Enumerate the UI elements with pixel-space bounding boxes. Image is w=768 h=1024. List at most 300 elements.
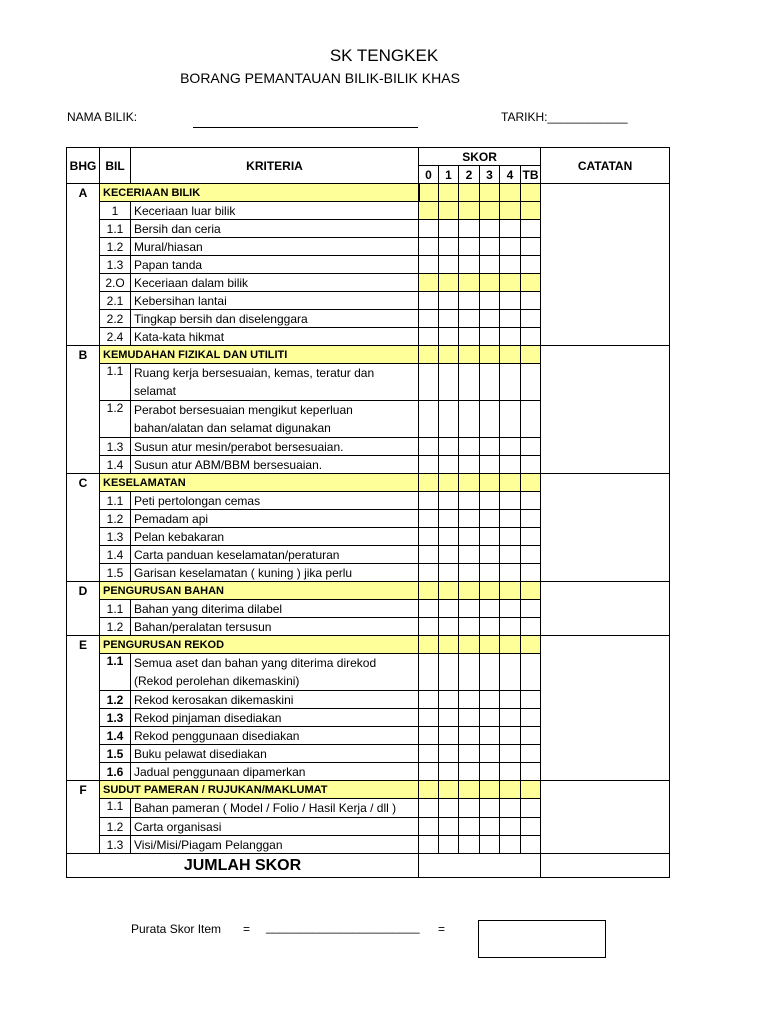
score-cell[interactable]: [439, 691, 459, 709]
score-cell[interactable]: [480, 836, 500, 854]
score-cell[interactable]: [521, 202, 541, 220]
criteria-number: 1.2: [100, 401, 131, 438]
score-cell[interactable]: [521, 364, 541, 401]
criteria-number: 1.1: [100, 220, 131, 238]
section-letter: D: [67, 582, 100, 636]
score-cell[interactable]: [439, 256, 459, 274]
score-cell[interactable]: [521, 456, 541, 474]
score-cell[interactable]: [459, 292, 480, 310]
criteria-text: Rekod penggunaan disediakan: [131, 727, 419, 745]
criteria-number: 1.1: [100, 799, 131, 818]
score-cell: [459, 346, 480, 364]
score-cell[interactable]: [419, 763, 439, 781]
score-cell[interactable]: [439, 438, 459, 456]
score-cell: [521, 346, 541, 364]
score-cell[interactable]: [419, 292, 439, 310]
score-cell: [521, 184, 541, 202]
score-cell: [439, 582, 459, 600]
criteria-text: Bahan yang diterima dilabel: [131, 600, 419, 618]
score-cell[interactable]: [480, 654, 500, 691]
score-cell: [521, 781, 541, 799]
col-kriteria-header: KRITERIA: [131, 148, 419, 184]
score-cell[interactable]: [500, 401, 521, 438]
score-cell: [500, 781, 521, 799]
criteria-number: 1.3: [100, 528, 131, 546]
score-cell[interactable]: [419, 274, 439, 292]
score-cell: [419, 346, 439, 364]
score-cell[interactable]: [480, 727, 500, 745]
score-cell[interactable]: [439, 401, 459, 438]
score-cell[interactable]: [419, 238, 439, 256]
score-cell[interactable]: [500, 600, 521, 618]
score-cell[interactable]: [459, 438, 480, 456]
score-cell[interactable]: [500, 564, 521, 582]
purata-blank-line[interactable]: _______________________: [266, 920, 420, 934]
result-box[interactable]: [478, 920, 606, 958]
criteria-text: Buku pelawat disediakan: [131, 745, 419, 763]
score-cell[interactable]: [500, 202, 521, 220]
score-cell[interactable]: [459, 510, 480, 528]
score-cell[interactable]: [521, 310, 541, 328]
score-cell[interactable]: [521, 328, 541, 346]
score-cell[interactable]: [500, 618, 521, 636]
criteria-text: Carta panduan keselamatan/peraturan: [131, 546, 419, 564]
score-cell[interactable]: [500, 364, 521, 401]
criteria-number: 1.4: [100, 456, 131, 474]
jumlah-skor-label: JUMLAH SKOR: [67, 854, 419, 878]
section-letter: F: [67, 781, 100, 854]
criteria-number: 1.4: [100, 727, 131, 745]
score-cell[interactable]: [439, 564, 459, 582]
score-cell[interactable]: [439, 818, 459, 836]
score-cell[interactable]: [480, 292, 500, 310]
score-cell[interactable]: [521, 799, 541, 818]
criteria-number: 1.1: [100, 600, 131, 618]
section-title: KESELAMATAN: [100, 474, 419, 492]
col-bil-header: BIL: [100, 148, 131, 184]
criteria-text: Pelan kebakaran: [131, 528, 419, 546]
catatan-cell[interactable]: [541, 636, 670, 781]
score-cell: [500, 582, 521, 600]
score-cell[interactable]: [459, 274, 480, 292]
score-cell: [480, 636, 500, 654]
score-cell[interactable]: [480, 238, 500, 256]
equals-sign: =: [243, 922, 251, 936]
score-cell[interactable]: [480, 364, 500, 401]
criteria-text: Visi/Misi/Piagam Pelanggan: [131, 836, 419, 854]
score-cell[interactable]: [521, 763, 541, 781]
score-cell: [459, 636, 480, 654]
form-title: BORANG PEMANTAUAN BILIK-BILIK KHAS: [180, 70, 460, 86]
score-cell[interactable]: [419, 256, 439, 274]
score-cell: [480, 184, 500, 202]
score-cell[interactable]: [419, 202, 439, 220]
score-cell[interactable]: [439, 836, 459, 854]
score-cell[interactable]: [500, 709, 521, 727]
criteria-text: Rekod pinjaman disediakan: [131, 709, 419, 727]
score-cell[interactable]: [439, 492, 459, 510]
score-cell[interactable]: [521, 727, 541, 745]
score-cell[interactable]: [439, 546, 459, 564]
score-cell: [459, 474, 480, 492]
criteria-text: Pemadam api: [131, 510, 419, 528]
score-cell[interactable]: [480, 745, 500, 763]
score-cell[interactable]: [480, 202, 500, 220]
section-title: KECERIAAN BILIK: [100, 184, 419, 202]
score-cell[interactable]: [459, 600, 480, 618]
score-cell[interactable]: [419, 510, 439, 528]
criteria-number: 2.1: [100, 292, 131, 310]
score-cell[interactable]: [419, 654, 439, 691]
score-cell[interactable]: [500, 654, 521, 691]
section-row: [67, 636, 670, 654]
score-cell[interactable]: [419, 328, 439, 346]
score-cell[interactable]: [500, 763, 521, 781]
score-cell[interactable]: [439, 618, 459, 636]
section-row: [67, 582, 670, 600]
criteria-text: Perabot bersesuaian mengikut keperluan bahan/alatan dan selamat digunakan: [131, 401, 419, 438]
score-col-4: 4: [500, 166, 521, 184]
score-cell: [500, 636, 521, 654]
score-cell[interactable]: [521, 600, 541, 618]
score-cell[interactable]: [419, 727, 439, 745]
score-col-1: 1: [439, 166, 459, 184]
criteria-number: 1.5: [100, 745, 131, 763]
score-cell[interactable]: [521, 654, 541, 691]
jumlah-skor-value[interactable]: [419, 854, 541, 878]
score-cell[interactable]: [439, 238, 459, 256]
score-cell[interactable]: [439, 456, 459, 474]
jumlah-catatan[interactable]: [541, 854, 670, 878]
criteria-number: 1.2: [100, 618, 131, 636]
criteria-text: Garisan keselamatan ( kuning ) jika perlu: [131, 564, 419, 582]
score-cell[interactable]: [439, 763, 459, 781]
score-cell: [419, 474, 439, 492]
score-col-3: 3: [480, 166, 500, 184]
score-cell[interactable]: [459, 328, 480, 346]
score-cell[interactable]: [439, 292, 459, 310]
score-cell[interactable]: [521, 510, 541, 528]
criteria-text: Keceriaan dalam bilik: [131, 274, 419, 292]
score-cell[interactable]: [480, 709, 500, 727]
score-cell[interactable]: [439, 709, 459, 727]
score-col-2: 2: [459, 166, 480, 184]
score-cell[interactable]: [480, 618, 500, 636]
score-cell: [419, 582, 439, 600]
criteria-number: 1.3: [100, 438, 131, 456]
score-cell[interactable]: [500, 310, 521, 328]
score-cell[interactable]: [459, 492, 480, 510]
score-cell[interactable]: [500, 238, 521, 256]
catatan-cell[interactable]: [541, 474, 670, 582]
criteria-text: Kata-kata hikmat: [131, 328, 419, 346]
score-cell[interactable]: [419, 456, 439, 474]
score-cell[interactable]: [500, 799, 521, 818]
section-row: [67, 346, 670, 364]
score-cell[interactable]: [419, 492, 439, 510]
section-title: PENGURUSAN BAHAN: [100, 582, 419, 600]
score-cell[interactable]: [419, 546, 439, 564]
score-cell[interactable]: [480, 546, 500, 564]
score-cell[interactable]: [521, 492, 541, 510]
score-cell[interactable]: [419, 618, 439, 636]
score-cell: [419, 636, 439, 654]
score-cell: [480, 474, 500, 492]
tarikh-label: TARIKH:____________: [501, 110, 628, 124]
catatan-cell[interactable]: [541, 781, 670, 854]
score-cell[interactable]: [500, 328, 521, 346]
score-cell[interactable]: [459, 654, 480, 691]
score-cell[interactable]: [419, 564, 439, 582]
score-cell[interactable]: [459, 836, 480, 854]
score-cell[interactable]: [480, 328, 500, 346]
score-cell[interactable]: [439, 799, 459, 818]
score-cell[interactable]: [419, 836, 439, 854]
criteria-text: Bersih dan ceria: [131, 220, 419, 238]
score-cell[interactable]: [419, 600, 439, 618]
score-cell: [500, 184, 521, 202]
col-skor-header: SKOR: [419, 148, 541, 166]
score-cell[interactable]: [459, 528, 480, 546]
score-cell[interactable]: [459, 546, 480, 564]
score-cell[interactable]: [439, 220, 459, 238]
score-cell[interactable]: [419, 691, 439, 709]
score-cell[interactable]: [521, 745, 541, 763]
section-row: [67, 474, 670, 492]
criteria-text: Carta organisasi: [131, 818, 419, 836]
criteria-number: 2.O: [100, 274, 131, 292]
score-cell[interactable]: [459, 691, 480, 709]
score-cell: [459, 781, 480, 799]
score-cell: [459, 582, 480, 600]
criteria-text: Susun atur mesin/perabot bersesuaian.: [131, 438, 419, 456]
criteria-text: Ruang kerja bersesuaian, kemas, teratur dan selamat: [131, 364, 419, 401]
score-cell[interactable]: [459, 745, 480, 763]
score-cell[interactable]: [521, 564, 541, 582]
score-cell[interactable]: [521, 691, 541, 709]
score-cell[interactable]: [459, 618, 480, 636]
score-cell[interactable]: [419, 799, 439, 818]
score-cell: [439, 781, 459, 799]
score-cell[interactable]: [521, 256, 541, 274]
criteria-text: Semua aset dan bahan yang diterima direkod (Rekod perolehan dikemaskini): [131, 654, 419, 691]
score-cell[interactable]: [480, 818, 500, 836]
score-cell[interactable]: [500, 492, 521, 510]
score-cell[interactable]: [419, 310, 439, 328]
score-cell: [419, 184, 439, 202]
criteria-text: Susun atur ABM/BBM bersesuaian.: [131, 456, 419, 474]
score-cell[interactable]: [500, 745, 521, 763]
score-cell[interactable]: [439, 364, 459, 401]
catatan-cell[interactable]: [541, 184, 670, 346]
score-cell: [521, 582, 541, 600]
criteria-number: 1: [100, 202, 131, 220]
score-cell[interactable]: [459, 310, 480, 328]
criteria-text: Bahan/peralatan tersusun: [131, 618, 419, 636]
score-cell[interactable]: [419, 438, 439, 456]
score-cell[interactable]: [459, 238, 480, 256]
score-cell: [419, 781, 439, 799]
score-cell[interactable]: [459, 456, 480, 474]
score-cell[interactable]: [480, 310, 500, 328]
criteria-text: Bahan pameran ( Model / Folio / Hasil Kerja / dll ): [131, 799, 419, 818]
criteria-table: [66, 147, 670, 878]
score-cell[interactable]: [419, 818, 439, 836]
section-title: KEMUDAHAN FIZIKAL DAN UTILITI: [100, 346, 419, 364]
score-cell[interactable]: [480, 256, 500, 274]
score-cell[interactable]: [500, 691, 521, 709]
score-cell[interactable]: [459, 202, 480, 220]
total-row: [67, 854, 670, 878]
score-cell[interactable]: [500, 292, 521, 310]
score-cell[interactable]: [521, 238, 541, 256]
criteria-number: 1.3: [100, 256, 131, 274]
criteria-number: 1.3: [100, 836, 131, 854]
criteria-text: Keceriaan luar bilik: [131, 202, 419, 220]
score-cell[interactable]: [500, 546, 521, 564]
score-cell: [439, 184, 459, 202]
section-title: SUDUT PAMERAN / RUJUKAN/MAKLUMAT: [100, 781, 419, 799]
score-cell[interactable]: [480, 691, 500, 709]
criteria-text: Tingkap bersih dan diselenggara: [131, 310, 419, 328]
score-cell: [521, 636, 541, 654]
criteria-number: 1.2: [100, 818, 131, 836]
score-cell[interactable]: [480, 763, 500, 781]
score-col-0: 0: [419, 166, 439, 184]
score-cell[interactable]: [419, 401, 439, 438]
criteria-text: Rekod kerosakan dikemaskini: [131, 691, 419, 709]
score-cell[interactable]: [459, 799, 480, 818]
score-cell[interactable]: [459, 401, 480, 438]
score-cell[interactable]: [500, 528, 521, 546]
catatan-cell[interactable]: [541, 346, 670, 474]
col-catatan-header: CATATAN: [541, 148, 670, 184]
criteria-text: Mural/hiasan: [131, 238, 419, 256]
score-cell[interactable]: [419, 745, 439, 763]
score-cell[interactable]: [480, 510, 500, 528]
criteria-number: 2.2: [100, 310, 131, 328]
score-cell[interactable]: [480, 600, 500, 618]
score-cell[interactable]: [439, 328, 459, 346]
score-cell[interactable]: [480, 438, 500, 456]
criteria-number: 1.2: [100, 238, 131, 256]
score-cell: [480, 582, 500, 600]
nama-bilik-field[interactable]: [193, 113, 418, 128]
score-cell[interactable]: [459, 818, 480, 836]
score-cell[interactable]: [500, 727, 521, 745]
score-cell[interactable]: [439, 510, 459, 528]
score-cell[interactable]: [521, 220, 541, 238]
score-cell[interactable]: [521, 274, 541, 292]
score-cell[interactable]: [419, 364, 439, 401]
score-cell[interactable]: [439, 528, 459, 546]
section-row: [67, 184, 670, 202]
score-cell[interactable]: [500, 510, 521, 528]
score-cell[interactable]: [439, 654, 459, 691]
section-letter: E: [67, 636, 100, 781]
score-cell[interactable]: [521, 528, 541, 546]
section-title: PENGURUSAN REKOD: [100, 636, 419, 654]
score-cell[interactable]: [439, 202, 459, 220]
nama-bilik-label: NAMA BILIK:: [67, 110, 138, 124]
score-cell[interactable]: [439, 727, 459, 745]
section-row: [67, 781, 670, 799]
score-cell[interactable]: [521, 546, 541, 564]
score-cell[interactable]: [480, 274, 500, 292]
score-cell[interactable]: [480, 799, 500, 818]
score-col-tb: TB: [521, 166, 541, 184]
score-cell[interactable]: [521, 401, 541, 438]
score-cell[interactable]: [521, 292, 541, 310]
score-cell[interactable]: [459, 763, 480, 781]
criteria-number: 1.1: [100, 364, 131, 401]
criteria-number: 1.6: [100, 763, 131, 781]
score-cell[interactable]: [459, 709, 480, 727]
section-letter: C: [67, 474, 100, 582]
catatan-cell[interactable]: [541, 582, 670, 636]
score-cell: [439, 474, 459, 492]
criteria-number: 1.1: [100, 492, 131, 510]
score-cell[interactable]: [480, 564, 500, 582]
score-cell[interactable]: [459, 220, 480, 238]
criteria-number: 1.5: [100, 564, 131, 582]
score-cell[interactable]: [500, 220, 521, 238]
score-cell[interactable]: [459, 256, 480, 274]
score-cell[interactable]: [500, 438, 521, 456]
score-cell[interactable]: [521, 709, 541, 727]
criteria-text: Papan tanda: [131, 256, 419, 274]
score-cell[interactable]: [521, 618, 541, 636]
score-cell[interactable]: [419, 528, 439, 546]
score-cell: [439, 346, 459, 364]
score-cell[interactable]: [500, 836, 521, 854]
score-cell[interactable]: [459, 364, 480, 401]
score-cell: [439, 636, 459, 654]
score-cell: [500, 346, 521, 364]
score-cell[interactable]: [521, 438, 541, 456]
score-cell[interactable]: [500, 274, 521, 292]
score-cell[interactable]: [521, 818, 541, 836]
criteria-number: 2.4: [100, 328, 131, 346]
score-cell[interactable]: [500, 818, 521, 836]
criteria-text: Kebersihan lantai: [131, 292, 419, 310]
score-cell[interactable]: [439, 274, 459, 292]
score-cell: [500, 474, 521, 492]
score-cell[interactable]: [439, 745, 459, 763]
score-cell[interactable]: [521, 836, 541, 854]
score-cell: [459, 184, 480, 202]
criteria-number: 1.4: [100, 546, 131, 564]
score-cell[interactable]: [419, 220, 439, 238]
score-cell[interactable]: [480, 456, 500, 474]
score-cell[interactable]: [439, 600, 459, 618]
score-cell[interactable]: [500, 256, 521, 274]
score-cell[interactable]: [439, 310, 459, 328]
score-cell: [480, 346, 500, 364]
criteria-number: 1.2: [100, 691, 131, 709]
score-cell[interactable]: [480, 528, 500, 546]
score-cell[interactable]: [500, 456, 521, 474]
score-cell[interactable]: [480, 401, 500, 438]
score-cell[interactable]: [419, 709, 439, 727]
score-cell[interactable]: [480, 492, 500, 510]
score-cell: [521, 474, 541, 492]
score-cell[interactable]: [459, 727, 480, 745]
score-cell[interactable]: [459, 564, 480, 582]
purata-skor-label: Purata Skor Item: [131, 922, 222, 936]
score-cell[interactable]: [480, 220, 500, 238]
criteria-text: Jadual penggunaan dipamerkan: [131, 763, 419, 781]
